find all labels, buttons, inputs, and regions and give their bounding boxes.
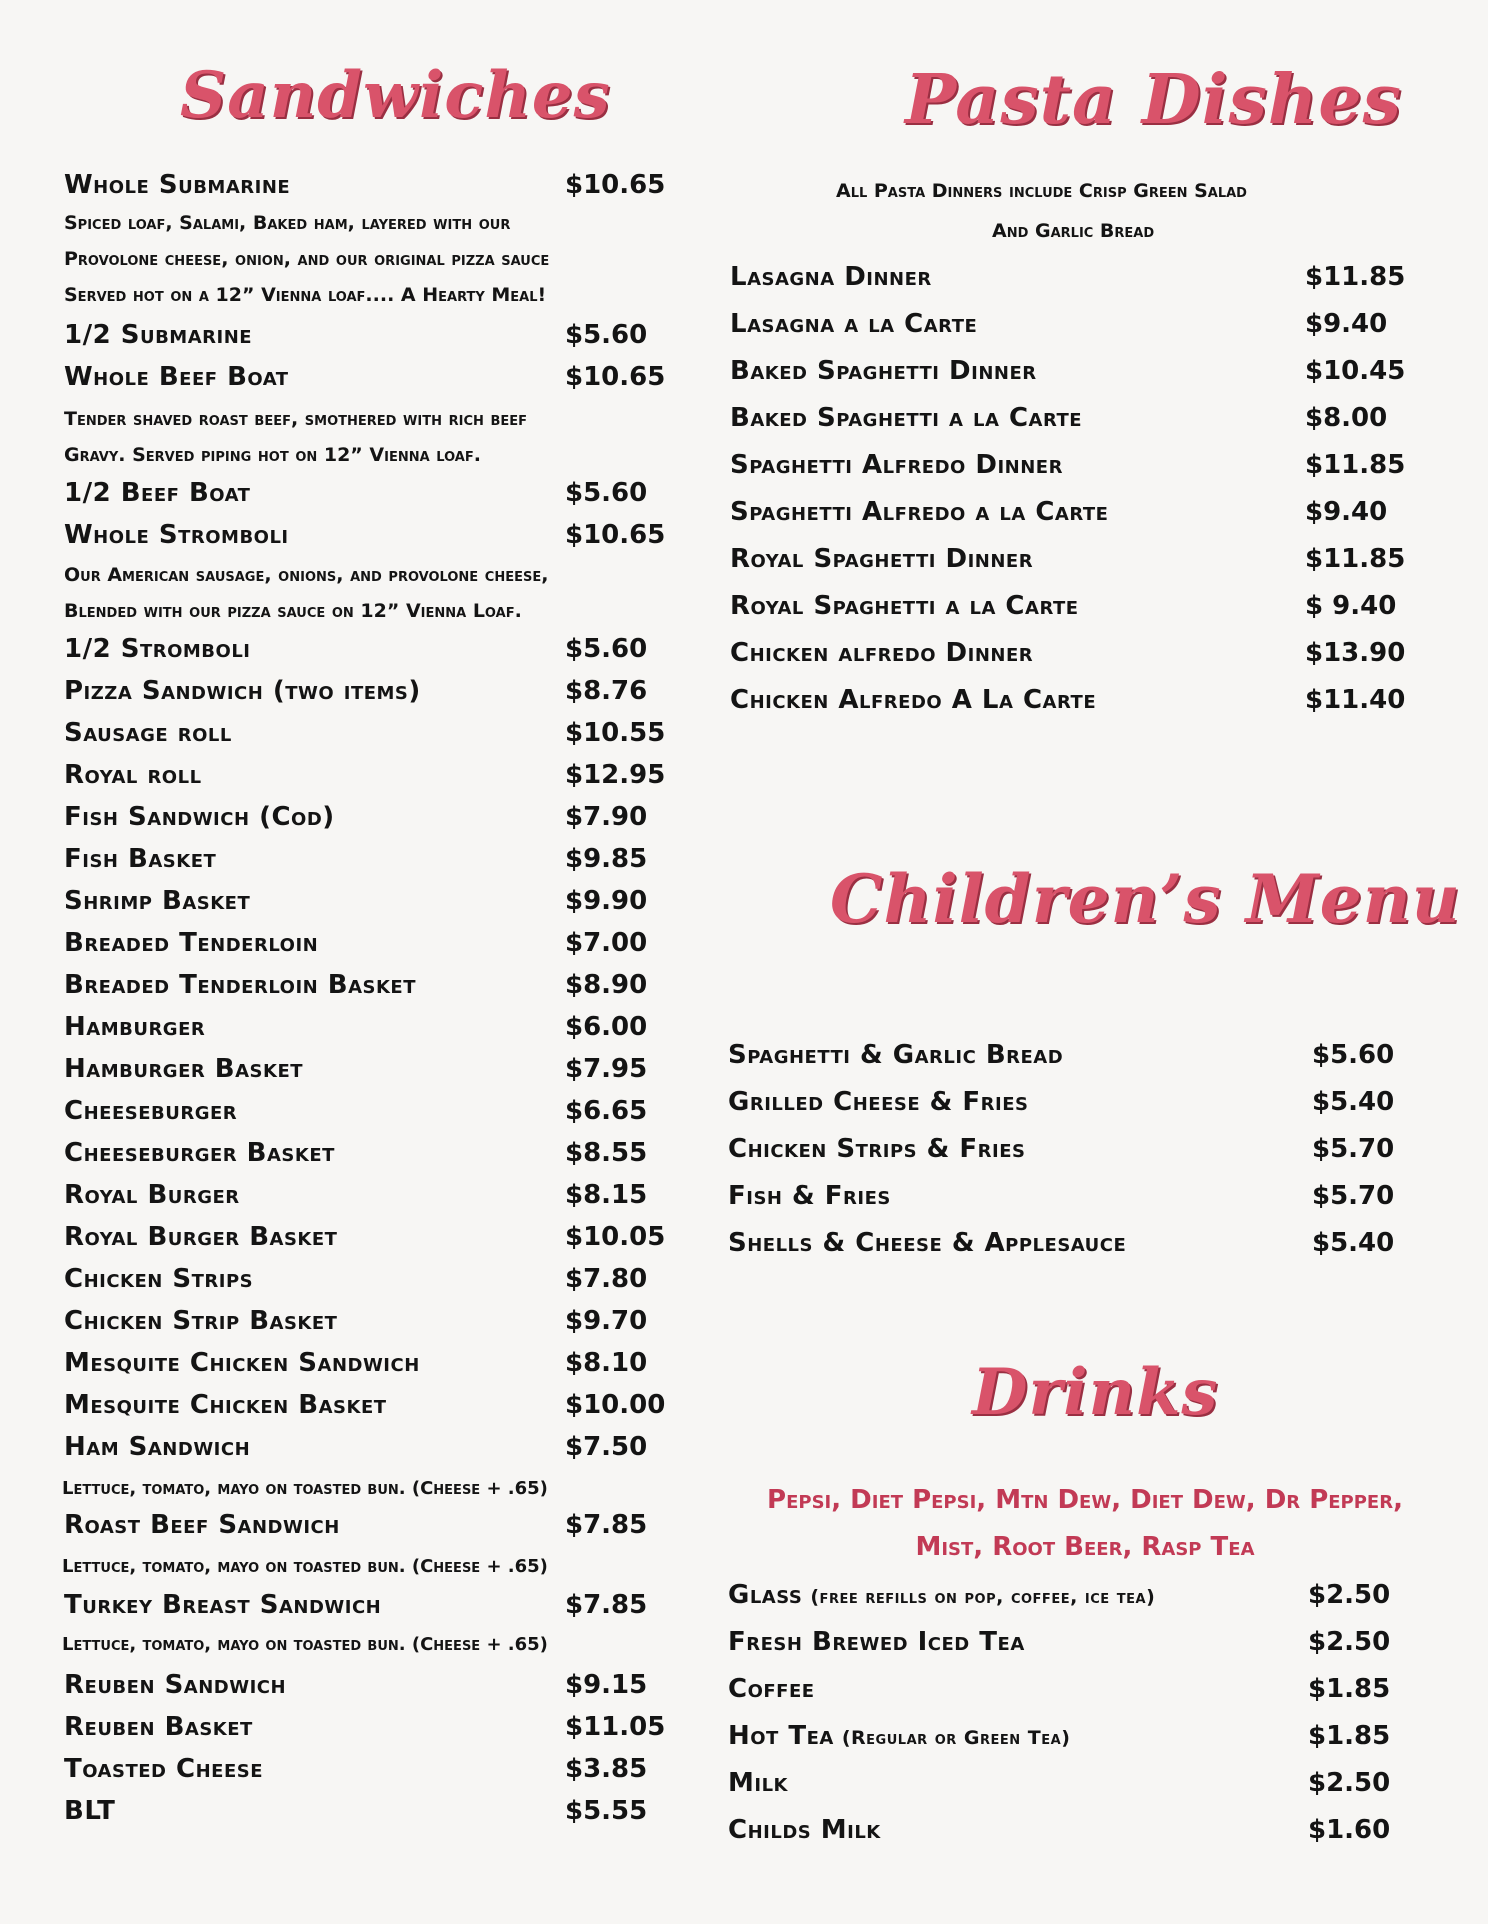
sandwich-item-price: $5.60 — [565, 478, 648, 508]
pasta-item-name: Royal Spaghetti a la Carte — [730, 591, 1079, 621]
sandwich-description: Provolone cheese, onion, and our original pizza sauce — [64, 248, 550, 270]
pasta-item-price: $10.45 — [1305, 356, 1406, 386]
sandwich-item-name: Shrimp Basket — [64, 886, 251, 916]
pasta-item-name: Spaghetti Alfredo a la Carte — [730, 497, 1109, 527]
sandwich-item-name: Hamburger — [64, 1012, 206, 1042]
drink-item-price: $2.50 — [1308, 1768, 1391, 1798]
children-item-price: $5.70 — [1312, 1134, 1395, 1164]
drink-item-label: Glass — [728, 1580, 803, 1610]
sandwich-description: Tender shaved roast beef, smothered with rich beef — [64, 408, 528, 430]
children-item-name: Shells & Cheese & Applesauce — [728, 1228, 1127, 1258]
children-item-price: $5.40 — [1312, 1228, 1395, 1258]
sandwich-item-price: $6.00 — [565, 1012, 648, 1042]
sandwich-item-price: $10.65 — [565, 362, 666, 392]
sandwich-item-price: $9.90 — [565, 886, 648, 916]
sandwich-item-price: $6.65 — [565, 1096, 648, 1126]
drink-item-label: Fresh Brewed Iced Tea — [728, 1627, 1025, 1657]
sandwich-item-price: $10.65 — [565, 170, 666, 200]
sandwich-item-price: $7.80 — [565, 1264, 648, 1294]
pasta-item-price: $11.40 — [1305, 685, 1406, 715]
sandwich-item-name: 1/2 Stromboli — [64, 634, 251, 664]
sandwich-item-name: 1/2 Beef Boat — [64, 478, 251, 508]
pasta-item-name: Lasagna Dinner — [730, 262, 932, 292]
sandwich-item-name: Chicken Strip Basket — [64, 1306, 338, 1336]
sandwich-item-price: $10.00 — [565, 1390, 666, 1420]
drink-item-name — [728, 1815, 881, 1845]
children-item-price: $5.60 — [1312, 1040, 1395, 1070]
sandwich-item-price: $7.50 — [565, 1432, 648, 1462]
sandwich-item-name: Roast Beef Sandwich — [64, 1510, 340, 1540]
sandwich-item-name: 1/2 Submarine — [64, 320, 253, 350]
sandwich-item-price: $8.76 — [565, 676, 648, 706]
sandwiches-heading: Sandwiches — [180, 58, 611, 133]
sandwich-description: Spiced loaf, Salami, Baked ham, layered with our — [64, 212, 511, 234]
drinks-list-line2: Mist, Root Beer, Rasp Tea — [915, 1532, 1255, 1562]
pasta-item-price: $9.40 — [1305, 497, 1388, 527]
drink-item-price: $1.85 — [1308, 1721, 1391, 1751]
sandwich-item-name: Breaded Tenderloin Basket — [64, 970, 417, 1000]
sandwich-item-price: $12.95 — [565, 760, 666, 790]
drink-item-price: $2.50 — [1308, 1580, 1391, 1610]
sandwich-item-name: Mesquite Chicken Basket — [64, 1390, 387, 1420]
sandwich-description: Lettuce, tomato, mayo on toasted bun. (Cheese + .65) — [62, 1556, 548, 1577]
sandwich-item-name: Hamburger Basket — [64, 1054, 304, 1084]
sandwich-item-price: $5.60 — [565, 634, 648, 664]
pasta-note-line1: All Pasta Dinners include Crisp Green Salad — [836, 180, 1247, 202]
sandwich-item-price: $8.55 — [565, 1138, 648, 1168]
drink-item-note: (free refills on pop, coffee, ice tea) — [810, 1586, 1156, 1608]
pasta-item-name: Lasagna a la Carte — [730, 309, 978, 339]
sandwich-item-price: $7.85 — [565, 1510, 648, 1540]
drink-item-label: Hot Tea — [728, 1721, 834, 1751]
sandwich-item-price: $7.00 — [565, 928, 648, 958]
sandwich-item-price: $9.85 — [565, 844, 648, 874]
sandwich-item-price: $3.85 — [565, 1754, 648, 1784]
drink-item-price: $1.85 — [1308, 1674, 1391, 1704]
pasta-item-price: $13.90 — [1305, 638, 1406, 668]
sandwich-item-price: $11.05 — [565, 1712, 666, 1742]
pasta-item-price: $11.85 — [1305, 450, 1406, 480]
sandwich-item-price: $10.05 — [565, 1222, 666, 1252]
pasta-item-price: $11.85 — [1305, 544, 1406, 574]
pasta-heading: Pasta Dishes — [905, 60, 1402, 140]
sandwich-item-name: Royal Burger Basket — [64, 1222, 338, 1252]
sandwich-item-name: Mesquite Chicken Sandwich — [64, 1348, 420, 1378]
sandwich-item-name: Toasted Cheese — [64, 1754, 264, 1784]
sandwich-item-price: $9.15 — [565, 1670, 648, 1700]
drink-item-label: Coffee — [728, 1674, 815, 1704]
pasta-item-name: Spaghetti Alfredo Dinner — [730, 450, 1063, 480]
children-item-price: $5.40 — [1312, 1087, 1395, 1117]
sandwich-item-name: Whole Stromboli — [64, 520, 289, 550]
pasta-item-price: $8.00 — [1305, 403, 1388, 433]
sandwich-item-name: Turkey Breast Sandwich — [64, 1590, 382, 1620]
pasta-note-line2: And Garlic Bread — [992, 220, 1155, 242]
children-item-name: Fish & Fries — [728, 1181, 891, 1211]
sandwich-description: Lettuce, tomato, mayo on toasted bun. (Cheese + .65) — [62, 1478, 548, 1499]
drink-item-name — [728, 1674, 815, 1704]
sandwich-item-name: BLT — [64, 1796, 116, 1826]
sandwich-item-name: Cheeseburger Basket — [64, 1138, 335, 1168]
sandwich-item-price: $8.15 — [565, 1180, 648, 1210]
pasta-item-name: Royal Spaghetti Dinner — [730, 544, 1034, 574]
sandwich-item-name: Reuben Sandwich — [64, 1670, 287, 1700]
drink-item-name — [728, 1627, 1025, 1657]
sandwich-description: Lettuce, tomato, mayo on toasted bun. (Cheese + .65) — [62, 1634, 548, 1655]
sandwich-item-name: Whole Beef Boat — [64, 362, 289, 392]
drink-item-name — [728, 1580, 1155, 1610]
sandwich-item-name: Fish Sandwich (Cod) — [64, 802, 335, 832]
sandwich-item-price: $7.95 — [565, 1054, 648, 1084]
sandwich-item-name: Fish Basket — [64, 844, 217, 874]
sandwich-item-name: Sausage roll — [64, 718, 232, 748]
drink-item-label: Milk — [728, 1768, 788, 1798]
pasta-item-price: $ 9.40 — [1305, 591, 1397, 621]
sandwich-description: Served hot on a 12” Vienna loaf.... A Hearty Meal! — [64, 284, 547, 306]
children-item-name: Spaghetti & Garlic Bread — [728, 1040, 1064, 1070]
sandwich-item-name: Pizza Sandwich (two items) — [64, 676, 421, 706]
pasta-item-price: $9.40 — [1305, 309, 1388, 339]
drink-item-note: (Regular or Green Tea) — [841, 1727, 1071, 1749]
children-item-name: Grilled Cheese & Fries — [728, 1087, 1029, 1117]
sandwich-item-price: $7.85 — [565, 1590, 648, 1620]
drinks-list-line1: Pepsi, Diet Pepsi, Mtn Dew, Diet Dew, Dr Pepper, — [767, 1485, 1403, 1515]
children-heading: Children’s Menu — [830, 860, 1461, 938]
children-item-name: Chicken Strips & Fries — [728, 1134, 1026, 1164]
drinks-heading: Drinks — [972, 1355, 1219, 1430]
sandwich-item-price: $5.55 — [565, 1796, 648, 1826]
drink-item-price: $1.60 — [1308, 1815, 1391, 1845]
sandwich-item-price: $9.70 — [565, 1306, 648, 1336]
sandwich-item-name: Chicken Strips — [64, 1264, 254, 1294]
pasta-item-name: Baked Spaghetti a la Carte — [730, 403, 1083, 433]
drink-item-name — [728, 1768, 788, 1798]
sandwich-item-name: Whole Submarine — [64, 170, 291, 200]
sandwich-item-price: $10.65 — [565, 520, 666, 550]
sandwich-item-price: $5.60 — [565, 320, 648, 350]
drink-item-label: Childs Milk — [728, 1815, 881, 1845]
pasta-item-name: Baked Spaghetti Dinner — [730, 356, 1037, 386]
sandwich-description: Blended with our pizza sauce on 12” Vienna Loaf. — [64, 600, 522, 622]
sandwich-item-name: Breaded Tenderloin — [64, 928, 319, 958]
drink-item-price: $2.50 — [1308, 1627, 1391, 1657]
sandwich-item-price: $10.55 — [565, 718, 666, 748]
sandwich-item-name: Reuben Basket — [64, 1712, 253, 1742]
sandwich-item-name: Cheeseburger — [64, 1096, 238, 1126]
sandwich-item-name: Royal roll — [64, 760, 202, 790]
sandwich-description: Our American sausage, onions, and provolone cheese, — [64, 564, 549, 586]
sandwich-description: Gravy. Served piping hot on 12” Vienna loaf. — [64, 444, 481, 466]
pasta-item-name: Chicken alfredo Dinner — [730, 638, 1034, 668]
sandwich-item-name: Royal Burger — [64, 1180, 240, 1210]
sandwich-item-name: Ham Sandwich — [64, 1432, 251, 1462]
sandwich-item-price: $7.90 — [565, 802, 648, 832]
drink-item-name — [728, 1721, 1070, 1751]
sandwich-item-price: $8.10 — [565, 1348, 648, 1378]
pasta-item-price: $11.85 — [1305, 262, 1406, 292]
sandwich-item-price: $8.90 — [565, 970, 648, 1000]
pasta-item-name: Chicken Alfredo A La Carte — [730, 685, 1097, 715]
children-item-price: $5.70 — [1312, 1181, 1395, 1211]
